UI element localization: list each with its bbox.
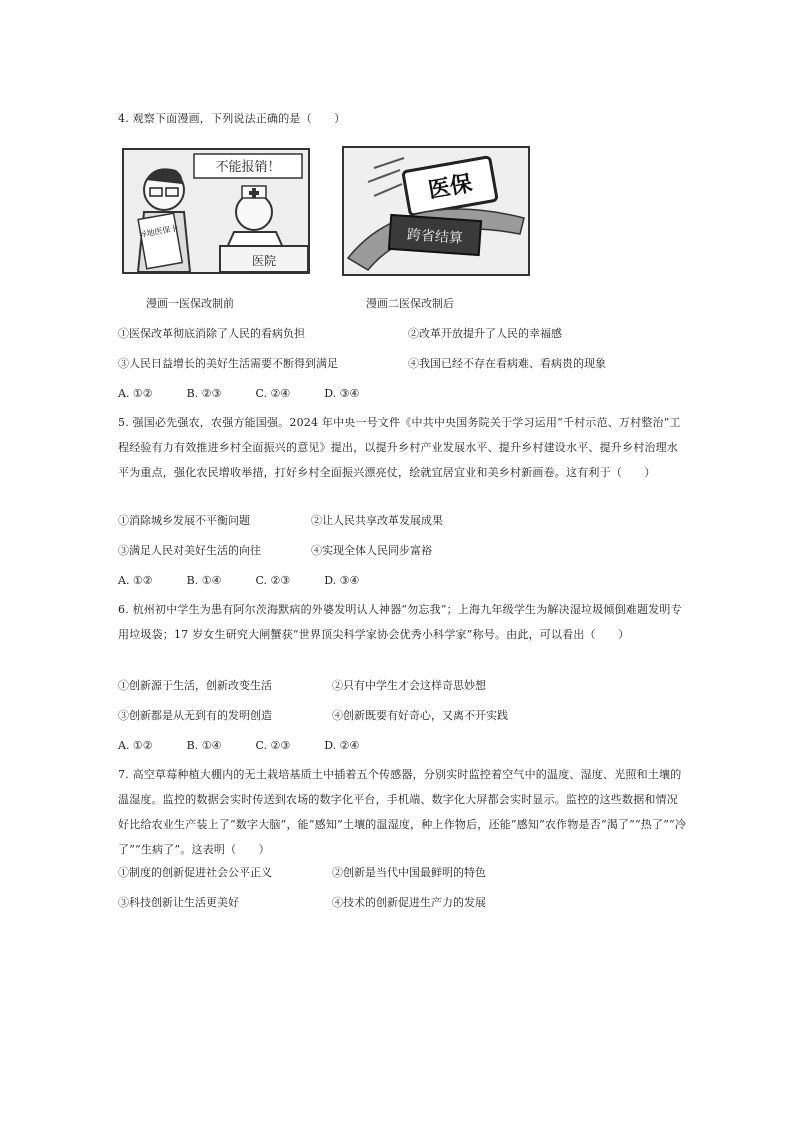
cartoon1-sign-text: 医院 (251, 254, 277, 268)
cartoon-before-reform (122, 148, 310, 274)
cartoon1-bubble-text: 不能报销！ (215, 160, 281, 175)
q4-answer-a[interactable]: A. ①② (118, 387, 153, 400)
q7-option-4: ④技术的创新促进生产力的发展 (332, 896, 486, 909)
question-7-stem: 7. 高空草莓种植大棚内的无土栽培基质土中插着五个传感器，分别实时监控着空气中的温度、湿度、光照和土壤的温湿度。监控的数据会实时传送到农场的数字化平台，手机端、数字化大屏都会实时显示。监控的这些数据和情况好比给农业生产装上了“数字大脑”，能“感知”土壤的温湿度，种上作物后，还能“感知”农作物是否“渴了”“热了”“冷了”“生病了”。这表明（ ） (118, 768, 687, 856)
q5-answer-a[interactable]: A. ①② (118, 574, 153, 587)
q4-option-3: ③人民日益增长的美好生活需要不断得到满足 (118, 357, 338, 370)
cartoon2-board-text: 跨省结算 (406, 227, 464, 247)
q5-answer-c[interactable]: C. ②③ (255, 574, 291, 587)
cartoon2-card-text: 医保 (426, 171, 475, 204)
q6-option-3: ③创新都是从无到有的发明创造 (118, 709, 272, 722)
q4-answer-b[interactable]: B. ②③ (186, 387, 222, 400)
q4-answer-d[interactable]: D. ③④ (324, 387, 360, 400)
cartoon-after-reform (342, 146, 530, 276)
cartoon1-card-text: 异地医保卡 (138, 223, 180, 240)
q4-option-4: ④我国已经不存在看病难、看病贵的现象 (408, 357, 606, 370)
caption-cartoon-2: 漫画二医保改制后 (366, 297, 454, 310)
q6-answer-a[interactable]: A. ①② (118, 739, 153, 752)
caption-cartoon-1: 漫画一医保改制前 (146, 297, 234, 310)
question-6-stem: 6. 杭州初中学生为患有阿尔茨海默病的外婆发明认人神器“勿忘我”；上海九年级学生为解决湿垃圾倾倒难题发明专用垃圾袋；17 岁女生研究大闸蟹获“世界顶尖科学家协会优秀小科学家”称号。由此，可以看出（ ） (118, 603, 682, 641)
q5-option-2: ②让人民共享改革发展成果 (311, 514, 443, 527)
question-4-stem: 4. 观察下面漫画，下列说法正确的是（ ） (118, 112, 346, 125)
question-5-stem: 5. 强国必先强农，农强方能国强。2024 年中央一号文件《中共中央国务院关于学习运用“千村示范、万村整治”工程经验有力有效推进乡村全面振兴的意见》提出，以提升乡村产业发展水平、提升乡村建设水平、提升乡村治理水平为重点，强化农民增收举措，打好乡村全面振兴漂亮仗，绘就宜居宜业和美乡村新画卷。这有利于（ ） (118, 416, 681, 479)
q7-option-1: ①制度的创新促进社会公平正义 (118, 866, 272, 879)
q6-answer-c[interactable]: C. ②③ (255, 739, 291, 752)
q6-option-1: ①创新源于生活，创新改变生活 (118, 679, 272, 692)
q6-option-2: ②只有中学生才会这样奇思妙想 (332, 679, 486, 692)
q5-option-4: ④实现全体人民同步富裕 (311, 544, 432, 557)
q6-option-4: ④创新既要有好奇心，又离不开实践 (332, 709, 508, 722)
q6-answer-b[interactable]: B. ①④ (186, 739, 222, 752)
q5-option-3: ③满足人民对美好生活的向往 (118, 544, 261, 557)
q6-answer-d[interactable]: D. ②④ (324, 739, 360, 752)
q5-option-1: ①消除城乡发展不平衡问题 (118, 514, 250, 527)
q4-answers (118, 387, 393, 401)
q4-answer-c[interactable]: C. ②④ (255, 387, 291, 400)
q5-answer-b[interactable]: B. ①④ (186, 574, 222, 587)
q6-answers (118, 739, 393, 753)
q5-answer-d[interactable]: D. ③④ (324, 574, 360, 587)
q7-option-3: ③科技创新让生活更美好 (118, 896, 239, 909)
q4-option-1: ①医保改革彻底消除了人民的看病负担 (118, 327, 305, 340)
q5-answers (118, 574, 393, 588)
q7-option-2: ②创新是当代中国最鲜明的特色 (332, 866, 486, 879)
q4-option-2: ②改革开放提升了人民的幸福感 (408, 327, 562, 340)
